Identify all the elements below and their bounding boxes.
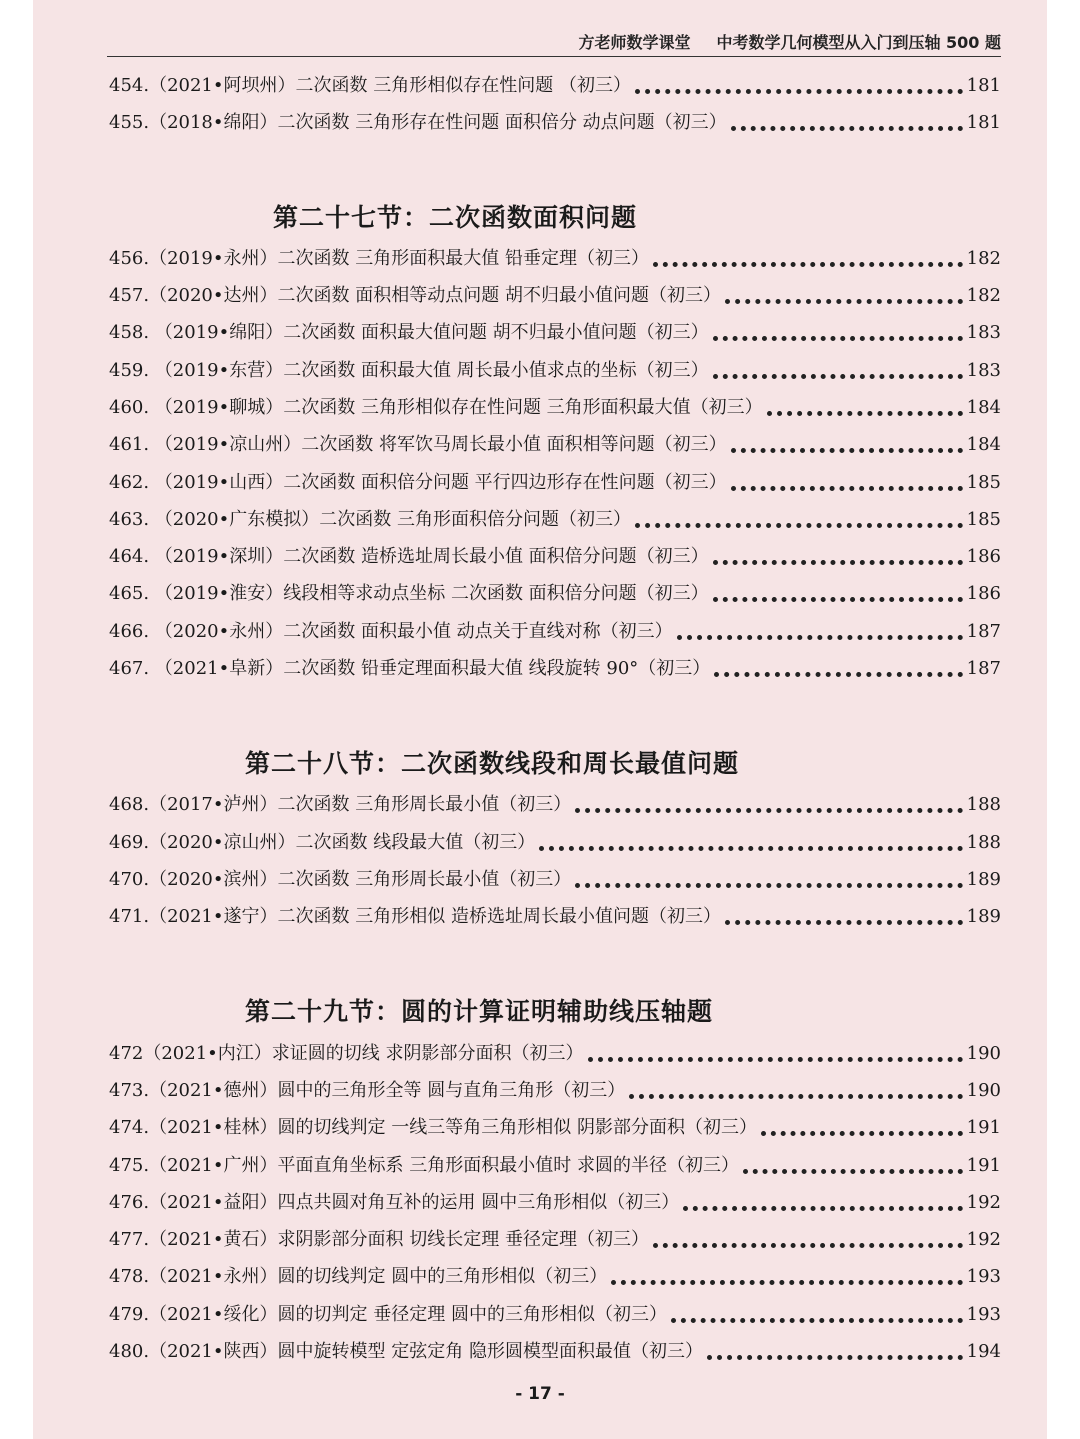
entry-title: 460. （2019•聊城）二次函数 三角形相似存在性问题 三角形面积最大值（初三） bbox=[109, 397, 763, 418]
entry-page: 186 bbox=[966, 546, 1001, 567]
toc-entry[interactable] bbox=[109, 283, 1001, 309]
entry-title: 474.（2021•桂林）圆的切线判定 一线三等角三角形相似 阴影部分面积（初三） bbox=[109, 1117, 757, 1138]
running-header bbox=[33, 30, 1001, 53]
entry-title: 464. （2019•深圳）二次函数 造桥选址周长最小值 面积倍分问题（初三） bbox=[109, 546, 709, 567]
dot-leader bbox=[575, 796, 962, 813]
entry-page: 194 bbox=[966, 1341, 1001, 1362]
entry-page: 191 bbox=[966, 1117, 1001, 1138]
section-title: 第二十七节：二次函数面积问题 bbox=[273, 203, 638, 232]
toc-entry[interactable] bbox=[109, 1078, 1001, 1104]
dot-leader bbox=[713, 548, 963, 565]
entry-page: 187 bbox=[966, 621, 1001, 642]
dot-leader bbox=[575, 871, 962, 888]
entry-page: 181 bbox=[966, 75, 1001, 96]
header-book-title: 中考数学几何模型从入门到压轴 500 题 bbox=[716, 33, 1001, 52]
entry-title: 475.（2021•广州）平面直角坐标系 三角形面积最小值时 求圆的半径（初三） bbox=[109, 1155, 739, 1176]
toc-entry[interactable] bbox=[109, 110, 1001, 136]
dot-leader bbox=[588, 1045, 963, 1062]
entry-title: 480.（2021•陕西）圆中旋转模型 定弦定角 隐形圆模型面积最值（初三） bbox=[109, 1341, 703, 1362]
toc-entry[interactable] bbox=[109, 358, 1001, 384]
entry-page: 192 bbox=[966, 1192, 1001, 1213]
toc-entry[interactable] bbox=[109, 1115, 1001, 1141]
entry-page: 182 bbox=[966, 248, 1001, 269]
toc-entry[interactable] bbox=[109, 395, 1001, 421]
toc-entry[interactable] bbox=[109, 1339, 1001, 1365]
dot-leader bbox=[653, 1231, 963, 1248]
dot-leader bbox=[767, 399, 963, 416]
entry-title: 466. （2020•永州）二次函数 面积最小值 动点关于直线对称（初三） bbox=[109, 621, 673, 642]
entry-title: 473.（2021•德州）圆中的三角形全等 圆与直角三角形（初三） bbox=[109, 1080, 626, 1101]
entry-page: 183 bbox=[966, 322, 1001, 343]
dot-leader bbox=[761, 1119, 963, 1136]
dot-leader bbox=[629, 1082, 962, 1099]
entry-title: 455.（2018•绵阳）二次函数 三角形存在性问题 面积倍分 动点问题（初三） bbox=[109, 112, 727, 133]
dot-leader bbox=[714, 660, 962, 677]
entry-page: 190 bbox=[966, 1080, 1001, 1101]
entry-title: 461. （2019•凉山州）二次函数 将军饮马周长最小值 面积相等问题（初三） bbox=[109, 434, 727, 455]
entry-title: 470.（2020•滨州）二次函数 三角形周长最小值（初三） bbox=[109, 869, 572, 890]
toc-entry[interactable] bbox=[109, 1302, 1001, 1328]
entry-title: 478.（2021•永州）圆的切线判定 圆中的三角形相似（初三） bbox=[109, 1266, 608, 1287]
toc-entry[interactable] bbox=[109, 507, 1001, 533]
header-author: 方老师数学课堂 bbox=[578, 33, 691, 52]
entry-title: 454.（2021•阿坝州）二次函数 三角形相似存在性问题 （初三） bbox=[109, 75, 631, 96]
entry-title: 476.（2021•益阳）四点共圆对角互补的运用 圆中三角形相似（初三） bbox=[109, 1192, 680, 1213]
header-rule bbox=[107, 56, 1001, 57]
toc-entry[interactable] bbox=[109, 73, 1001, 99]
entry-title: 465. （2019•淮安）线段相等求动点坐标 二次函数 面积倍分问题（初三） bbox=[109, 583, 709, 604]
dot-leader bbox=[731, 474, 963, 491]
entry-page: 192 bbox=[966, 1229, 1001, 1250]
section-title: 第二十八节：二次函数线段和周长最值问题 bbox=[245, 749, 740, 778]
dot-leader bbox=[713, 585, 963, 602]
dot-leader bbox=[743, 1157, 963, 1174]
toc-entry[interactable] bbox=[109, 1227, 1001, 1253]
toc-entry[interactable] bbox=[109, 792, 1001, 818]
entry-page: 189 bbox=[966, 906, 1001, 927]
dot-leader bbox=[539, 834, 962, 851]
entry-page: 181 bbox=[966, 112, 1001, 133]
entry-page: 188 bbox=[966, 832, 1001, 853]
toc-entry[interactable] bbox=[109, 656, 1001, 682]
toc-entry[interactable] bbox=[109, 544, 1001, 570]
entry-title: 457.（2020•达州）二次函数 面积相等动点问题 胡不归最小值问题（初三） bbox=[109, 285, 721, 306]
entry-title: 472（2021•内江）求证圆的切线 求阴影部分面积（初三） bbox=[109, 1043, 584, 1064]
entry-page: 188 bbox=[966, 794, 1001, 815]
toc-entry[interactable] bbox=[109, 1153, 1001, 1179]
dot-leader bbox=[635, 77, 963, 94]
dot-leader bbox=[731, 114, 963, 131]
dot-leader bbox=[725, 287, 963, 304]
entry-title: 463. （2020•广东模拟）二次函数 三角形面积倍分问题（初三） bbox=[109, 509, 631, 530]
dot-leader bbox=[713, 324, 963, 341]
entry-title: 467. （2021•阜新）二次函数 铅垂定理面积最大值 线段旋转 90°（初三） bbox=[109, 658, 711, 679]
toc-entry[interactable] bbox=[109, 830, 1001, 856]
entry-page: 185 bbox=[966, 509, 1001, 530]
entry-title: 477.（2021•黄石）求阴影部分面积 切线长定理 垂径定理（初三） bbox=[109, 1229, 649, 1250]
entry-page: 185 bbox=[966, 472, 1001, 493]
dot-leader bbox=[725, 908, 963, 925]
toc-entry[interactable] bbox=[109, 1190, 1001, 1216]
document-page bbox=[33, 0, 1047, 1439]
entry-page: 190 bbox=[966, 1043, 1001, 1064]
toc-entry[interactable] bbox=[109, 904, 1001, 930]
entry-title: 462. （2019•山西）二次函数 面积倍分问题 平行四边形存在性问题（初三） bbox=[109, 472, 727, 493]
entry-page: 189 bbox=[966, 869, 1001, 890]
entry-page: 193 bbox=[966, 1266, 1001, 1287]
toc-entry[interactable] bbox=[109, 581, 1001, 607]
entry-page: 187 bbox=[966, 658, 1001, 679]
entry-page: 191 bbox=[966, 1155, 1001, 1176]
toc-entry[interactable] bbox=[109, 432, 1001, 458]
section-title: 第二十九节：圆的计算证明辅助线压轴题 bbox=[245, 997, 714, 1026]
entry-page: 182 bbox=[966, 285, 1001, 306]
toc-entry[interactable] bbox=[109, 470, 1001, 496]
dot-leader bbox=[671, 1306, 963, 1323]
entry-title: 479.（2021•绥化）圆的切判定 垂径定理 圆中的三角形相似（初三） bbox=[109, 1304, 667, 1325]
entry-title: 469.（2020•凉山州）二次函数 线段最大值（初三） bbox=[109, 832, 536, 853]
toc-entry[interactable] bbox=[109, 1041, 1001, 1067]
entry-page: 184 bbox=[966, 397, 1001, 418]
entry-title: 456.（2019•永州）二次函数 三角形面积最大值 铅垂定理（初三） bbox=[109, 248, 649, 269]
toc-entry[interactable] bbox=[109, 246, 1001, 272]
dot-leader bbox=[653, 250, 963, 267]
dot-leader bbox=[611, 1268, 962, 1285]
entry-page: 186 bbox=[966, 583, 1001, 604]
entry-page: 183 bbox=[966, 360, 1001, 381]
entry-title: 459. （2019•东营）二次函数 面积最大值 周长最小值求点的坐标（初三） bbox=[109, 360, 709, 381]
dot-leader bbox=[713, 362, 963, 379]
entry-page: 193 bbox=[966, 1304, 1001, 1325]
page-number: - 17 - bbox=[515, 1384, 565, 1404]
entry-title: 471.（2021•遂宁）二次函数 三角形相似 造桥选址周长最小值问题（初三） bbox=[109, 906, 721, 927]
toc-entry[interactable] bbox=[109, 1264, 1001, 1290]
dot-leader bbox=[683, 1194, 962, 1211]
dot-leader bbox=[677, 623, 963, 640]
toc-entry[interactable] bbox=[109, 619, 1001, 645]
entry-title: 468.（2017•泸州）二次函数 三角形周长最小值（初三） bbox=[109, 794, 572, 815]
toc-entry[interactable] bbox=[109, 320, 1001, 346]
entry-page: 184 bbox=[966, 434, 1001, 455]
dot-leader bbox=[635, 511, 963, 528]
dot-leader bbox=[731, 436, 963, 453]
toc-entry[interactable] bbox=[109, 867, 1001, 893]
dot-leader bbox=[707, 1343, 963, 1360]
entry-title: 458. （2019•绵阳）二次函数 面积最大值问题 胡不归最小值问题（初三） bbox=[109, 322, 709, 343]
